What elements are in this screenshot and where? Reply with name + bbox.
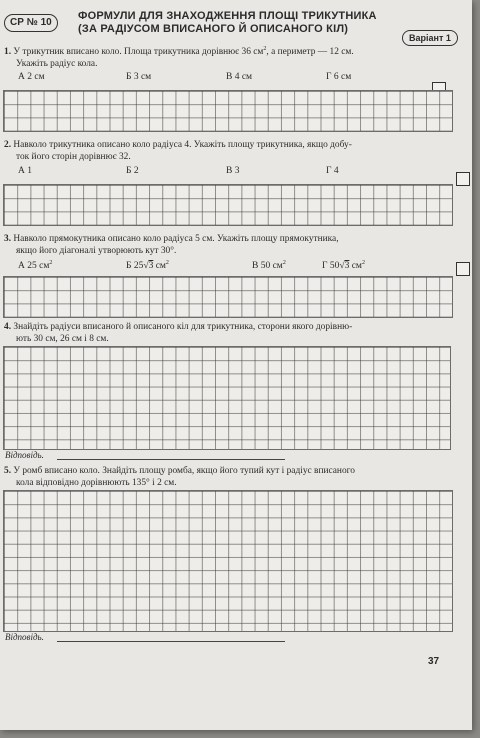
task-3-option-d[interactable]: Г 50√3 $см^2$ [322,260,365,272]
task-4-line-2: ють 30 см, 26 см і 8 см. [16,333,109,344]
task-1-option-b[interactable]: Б 3 см [126,72,152,82]
task-5-grid [3,490,453,632]
task-1-line-1: 1. У трикутник вписано коло. Площа трикутника дорівнює 36 $см^2$, а периметр — 12 см. [4,46,354,58]
task-1-options [0,72,470,86]
task-1-grid [3,90,453,132]
task-3 [4,234,464,257]
task-2-option-b[interactable]: Б 2 [126,166,139,176]
task-4-answer-label: Відповідь. [5,450,44,460]
task-4-grid [3,346,451,450]
task-5-line-2: кола відповідно дорівнюють 135° і 2 см. [16,477,177,488]
task-3-option-c[interactable]: В 50 $см^2$ [252,260,286,272]
page-number: 37 [428,656,440,667]
task-1-option-a[interactable]: А 2 см [18,72,45,82]
task-2-grid [3,184,453,226]
task-3-grid [3,276,453,318]
task-2-option-c[interactable]: В 3 [226,166,240,176]
task-2-option-d[interactable]: Г 4 [326,166,339,176]
task-3-options [0,260,470,274]
task-1-option-d[interactable]: Г 6 см [326,72,352,82]
task-3-line-2: якщо його діагоналі утворюють кут 30°. [16,245,177,256]
task-3-option-b[interactable]: Б 25√3 $см^2$ [126,260,169,272]
task-5-answer-label: Відповідь. [5,632,44,642]
title-line-2: (ЗА РАДІУСОМ ВПИСАНОГО Й ОПИСАНОГО КІЛ) [78,23,349,35]
worksheet-header [0,8,472,42]
task-1-line-2: Укажіть радіус кола. [16,58,98,69]
worksheet-title [78,10,408,36]
task-2-line-2: ток його сторін дорівнює 32. [16,151,131,162]
task-2 [4,140,464,163]
task-4-answer [5,450,285,462]
task-3-option-a[interactable]: А 25 $см^2$ [18,260,53,272]
task-2-line-1: 2. Навколо трикутника описано коло радіуса 4. Укажіть площу трикутника, якщо добу- [4,140,352,150]
task-1-option-c[interactable]: В 4 см [226,72,253,82]
work-number-badge: СР № 10 [4,14,58,32]
task-5-line-1: 5. У ромб вписано коло. Знайдіть площу ромба, якщо його тупий кут і радіус вписаного [4,466,355,476]
task-3-answer-box[interactable] [456,262,470,276]
task-5-answer-line[interactable] [57,641,285,642]
variant-badge: Варіант 1 [402,30,458,46]
task-4 [4,322,464,345]
task-5-answer [5,632,285,644]
task-2-options [0,166,470,180]
title-line-1: ФОРМУЛИ ДЛЯ ЗНАХОДЖЕННЯ ПЛОЩІ ТРИКУТНИКА [78,10,377,22]
task-4-line-1: 4. Знайдіть радіуси вписаного й описаного кіл для трикутника, сторони якого дорівню- [4,322,353,332]
task-4-answer-line[interactable] [57,459,285,460]
task-2-answer-box[interactable] [456,172,470,186]
task-3-line-1: 3. Навколо прямокутника описано коло радіуса 5 см. Укажіть площу прямокутника, [4,234,339,244]
task-1 [4,44,464,70]
task-2-option-a[interactable]: А 1 [18,166,32,176]
task-5 [4,466,464,489]
